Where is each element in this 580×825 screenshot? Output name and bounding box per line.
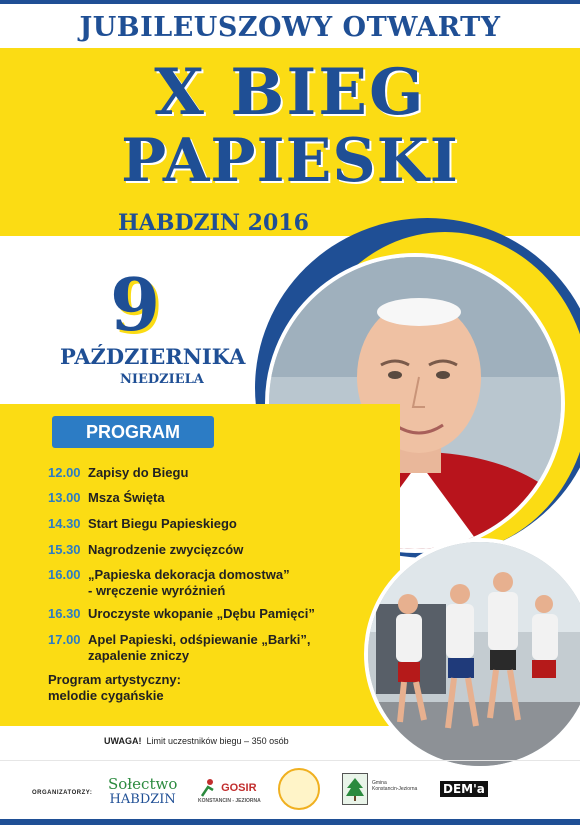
program-time: 15.30 <box>48 542 81 557</box>
top-border <box>0 0 580 4</box>
gmina-text: Gmina <box>372 780 387 786</box>
program-item <box>48 567 290 599</box>
artistic-desc: melodie cygańskie <box>48 688 164 703</box>
program-item <box>48 490 165 506</box>
bottom-border <box>0 819 580 825</box>
program-time: 16.30 <box>48 606 81 621</box>
program-desc: „Papieska dekoracja domostwa” <box>88 567 290 582</box>
program-desc: Apel Papieski, odśpiewanie „Barki”, <box>88 632 311 647</box>
solectwo-text: Sołectwo <box>108 775 178 793</box>
gmina-label <box>372 780 417 792</box>
solectwo-logo <box>108 777 177 807</box>
program-desc: Zapisy do Biegu <box>88 465 189 480</box>
event-weekday: NIEDZIELA <box>120 372 204 387</box>
event-day: 9 <box>110 262 161 347</box>
notice-label: UWAGA! <box>104 736 142 746</box>
program-desc: Nagrodzenie zwycięzców <box>88 542 244 557</box>
program-heading: PROGRAM <box>52 416 214 448</box>
program-time: 17.00 <box>48 632 81 647</box>
gmina-crest-icon <box>342 773 368 805</box>
dema-logo: DEM'a <box>440 781 488 797</box>
artistic-program <box>48 672 181 704</box>
program-item <box>48 606 315 622</box>
program-desc: Msza Święta <box>88 490 165 505</box>
program-desc: Start Biegu Papieskiego <box>88 516 237 531</box>
gmina-name: Konstancin-Jeziorna <box>372 786 418 792</box>
event-month: PAŹDZIERNIKA <box>60 344 246 369</box>
gosir-text: GOSIR <box>221 781 257 794</box>
program-desc-cont: zapalenie zniczy <box>88 648 190 663</box>
gosir-sub: KONSTANCIN - JEZIORNA <box>198 798 261 804</box>
program-item <box>48 516 237 532</box>
solectwo-place: HABDZIN <box>109 792 176 807</box>
sponsor-divider <box>0 760 580 761</box>
event-subtitle: JUBILEUSZOWY OTWARTY <box>79 12 501 43</box>
program-item <box>48 465 188 481</box>
organizers-label: ORGANIZATORZY: <box>32 790 93 796</box>
place-year: HABDZIN 2016 <box>118 210 309 236</box>
program-desc: Uroczyste wkopanie „Dębu Pamięci” <box>88 606 315 621</box>
runners-photo <box>364 538 580 770</box>
gosir-logo <box>198 778 261 804</box>
parish-seal-icon <box>278 768 320 810</box>
program-desc-cont: - wręczenie wyróżnień <box>88 583 226 598</box>
program-time: 16.00 <box>48 567 81 582</box>
runner-icon <box>198 778 218 798</box>
program-item <box>48 542 243 558</box>
event-title-line2: PAPIESKI <box>121 126 459 196</box>
participant-notice <box>104 736 289 746</box>
event-title-line1: X BIEG <box>154 55 426 130</box>
program-time: 12.00 <box>48 465 81 480</box>
program-time: 14.30 <box>48 516 81 531</box>
program-item <box>48 632 311 664</box>
notice-text: Limit uczestników biegu – 350 osób <box>146 736 289 746</box>
program-time: 13.00 <box>48 490 81 505</box>
artistic-label: Program artystyczny: <box>48 672 181 687</box>
